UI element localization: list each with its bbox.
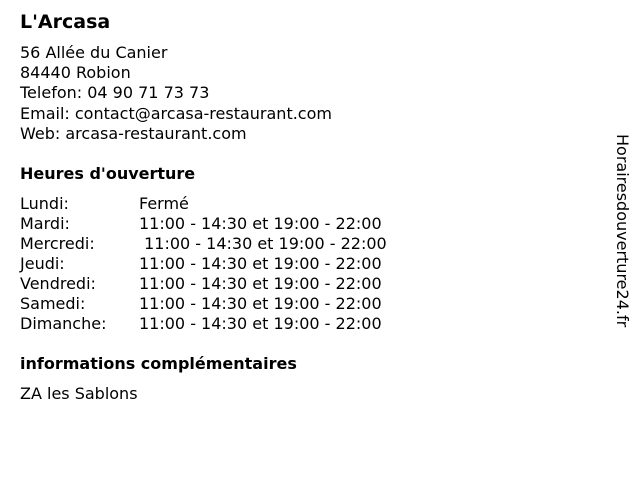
hours-day-label: Mardi: (20, 214, 70, 233)
hours-day-label: Jeudi: (20, 254, 65, 273)
hours-time-value: 11:00 - 14:30 et 19:00 - 22:00 (139, 214, 382, 233)
website-line: Web: arcasa-restaurant.com (20, 123, 247, 143)
hours-time-value: 11:00 - 14:30 et 19:00 - 22:00 (139, 234, 387, 253)
hours-row-thursday (20, 254, 387, 274)
hours-day-label: Lundi: (20, 194, 69, 213)
hours-row-tuesday (20, 214, 387, 234)
hours-row-wednesday (20, 234, 387, 254)
additional-info-heading: informations complémentaires (20, 354, 297, 373)
hours-day-label: Vendredi: (20, 274, 96, 293)
hours-row-friday (20, 274, 387, 294)
hours-day-label: Samedi: (20, 294, 86, 313)
opening-hours-table (20, 194, 387, 334)
site-watermark: Horairesdouverture24.fr (613, 134, 632, 328)
hours-row-sunday (20, 314, 387, 334)
hours-day-label: Mercredi: (20, 234, 95, 253)
business-name: L'Arcasa (20, 11, 111, 33)
hours-time-value: Fermé (139, 194, 189, 213)
hours-time-value: 11:00 - 14:30 et 19:00 - 22:00 (139, 254, 382, 273)
hours-time-value: 11:00 - 14:30 et 19:00 - 22:00 (139, 314, 382, 333)
phone-line: Telefon: 04 90 71 73 73 (20, 83, 210, 103)
city-postcode: 84440 Robion (20, 63, 131, 83)
hours-time-value: 11:00 - 14:30 et 19:00 - 22:00 (139, 294, 382, 313)
contact-block (20, 43, 332, 144)
hours-row-saturday (20, 294, 387, 314)
additional-info-text: ZA les Sablons (20, 384, 138, 403)
opening-hours-heading: Heures d'ouverture (20, 164, 196, 183)
hours-day-label: Dimanche: (20, 314, 107, 333)
hours-row-monday (20, 194, 387, 214)
street-address: 56 Allée du Canier (20, 43, 168, 62)
email-line: Email: contact@arcasa-restaurant.com (20, 103, 332, 123)
hours-time-value: 11:00 - 14:30 et 19:00 - 22:00 (139, 274, 382, 293)
